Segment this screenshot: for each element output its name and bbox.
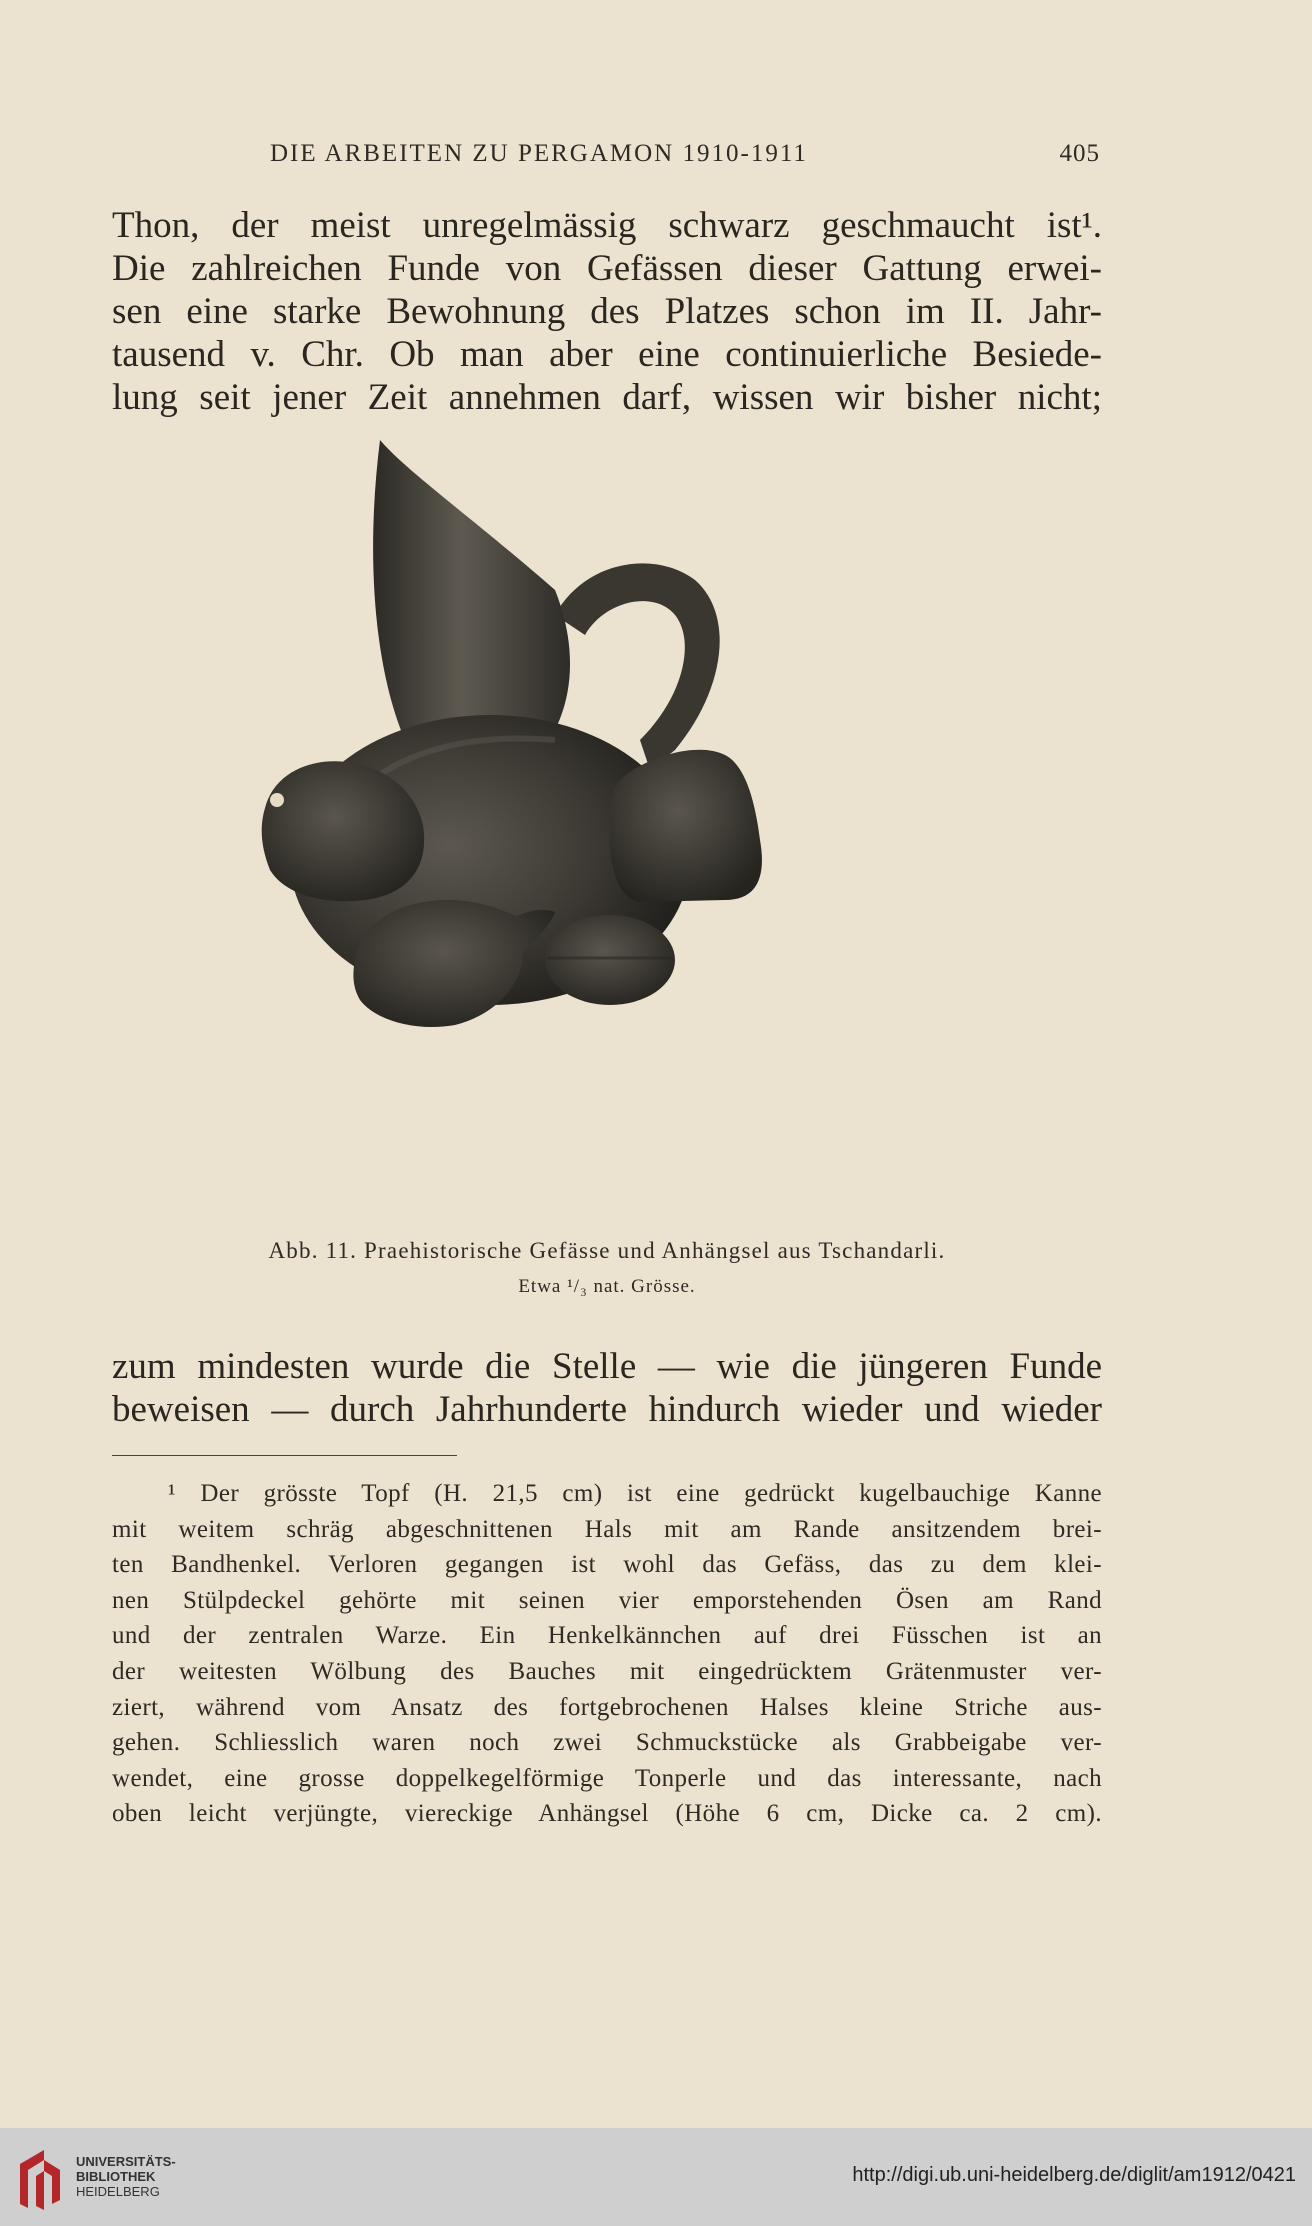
page-number: 405 (1059, 140, 1100, 167)
logo-line: HEIDELBERG (76, 2184, 160, 2199)
footnote-line: mit weitem schräg abgeschnittenen Hals mit am Rande ansitzendem brei- (112, 1515, 1102, 1543)
permalink-url[interactable]: http://digi.ub.uni-heidelberg.de/diglit/am1912/0421 (852, 2164, 1296, 2186)
running-title: DIE ARBEITEN ZU PERGAMON 1910-1911 (270, 140, 808, 167)
square-pendant (610, 750, 762, 902)
library-logo-text (76, 2154, 176, 2199)
footnote-line: wendet, eine grosse doppelkegelförmige Tonperle und das interessante, nach (112, 1764, 1102, 1792)
text-line: tausend v. Chr. Ob man aber eine continuierliche Besiede- (112, 334, 1102, 375)
caption-main: Abb. 11. Praehistorische Gefässe und Anhängsel aus Tschandarli. (268, 1238, 946, 1263)
figure-caption (112, 1238, 1102, 1298)
paragraph-1 (112, 204, 1102, 419)
footnote-line: oben leicht verjüngte, viereckige Anhängsel (Höhe 6 cm, Dicke ca. 2 cm). (112, 1800, 1102, 1828)
text-line: lung seit jener Zeit annehmen darf, wissen wir bisher nicht; (112, 377, 1102, 418)
caption-scale: Etwa ¹/₃ nat. Grösse. (518, 1276, 696, 1297)
jug-neck (373, 440, 570, 740)
running-header (270, 140, 1100, 168)
pottery-photograph (255, 440, 975, 1230)
library-logo-icon[interactable] (14, 2144, 74, 2212)
text-line: beweisen — durch Jahrhunderte hindurch wieder und wieder (112, 1389, 1102, 1430)
footnote-rule (112, 1455, 457, 1456)
logo-line: UNIVERSITÄTS- (76, 2154, 176, 2169)
text-line: Die zahlreichen Funde von Gefässen dieser Gattung erwei- (112, 248, 1102, 289)
footnote-line: nen Stülpdeckel gehörte mit seinen vier emporstehenden Ösen am Rand (112, 1586, 1102, 1614)
footnote-line: ziert, während vom Ansatz des fortgebrochenen Halses kleine Striche aus- (112, 1693, 1102, 1721)
biconical-bead (545, 915, 675, 1005)
paragraph-2 (112, 1345, 1102, 1431)
logo-line: BIBLIOTHEK (76, 2169, 156, 2184)
footnote-line: ¹ Der grösste Topf (H. 21,5 cm) ist eine gedrückt kugelbauchige Kanne (168, 1480, 1102, 1507)
footnote-line: und der zentralen Warze. Ein Henkelkännchen auf drei Füsschen ist an (112, 1622, 1102, 1650)
footnote-line: ten Bandhenkel. Verloren gegangen ist wohl das Gefäss, das zu dem klei- (112, 1551, 1102, 1579)
text-line: sen eine starke Bewohnung des Platzes schon im II. Jahr- (112, 291, 1102, 332)
text-line: Thon, der meist unregelmässig schwarz geschmaucht ist¹. (112, 205, 1102, 246)
footnote-line: der weitesten Wölbung des Bauches mit eingedrücktem Grätenmuster ver- (112, 1657, 1102, 1685)
text-line: zum mindesten wurde die Stelle — wie die jüngeren Funde (112, 1346, 1102, 1387)
viewer-footer (0, 2128, 1312, 2226)
footnote-line: gehen. Schliesslich waren noch zwei Schmuckstücke als Grabbeigabe ver- (112, 1729, 1102, 1757)
footnote (112, 1476, 1102, 1832)
